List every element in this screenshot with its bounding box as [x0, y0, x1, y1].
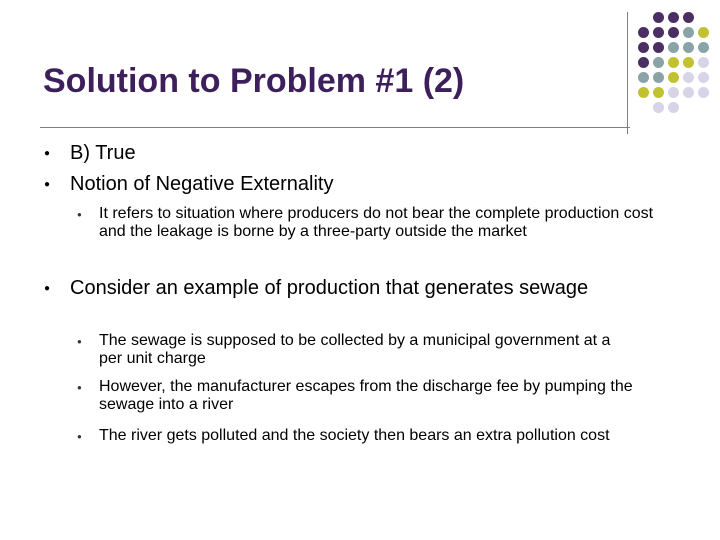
bullet-marker: ●: [77, 210, 82, 219]
sub-bullet-text: However, the manufacturer escapes from the discharge fee by pumping the sewage into a river: [99, 378, 633, 413]
sub-bullet-item: [77, 427, 677, 467]
title-divider: [40, 127, 630, 128]
bullet-marker: ●: [44, 179, 51, 190]
decor-dot: [683, 57, 694, 68]
decor-dot: [638, 72, 649, 83]
decor-dot: [668, 27, 679, 38]
bullet-item: [44, 141, 644, 167]
sub-bullet-item: [77, 332, 677, 372]
bullet-marker: ●: [44, 148, 51, 159]
decor-dot: [653, 57, 664, 68]
decor-dot: [683, 72, 694, 83]
decor-dot: [698, 87, 709, 98]
decor-dot: [653, 27, 664, 38]
bullet-marker: ●: [77, 337, 82, 346]
bullet-text: B) True: [70, 142, 136, 164]
decor-dot: [668, 87, 679, 98]
decor-dot: [668, 102, 679, 113]
sub-bullet-text: The river gets polluted and the society then bears an extra pollution cost: [99, 427, 610, 444]
decor-dot: [698, 27, 709, 38]
decor-dot: [638, 87, 649, 98]
decor-dot: [653, 72, 664, 83]
decor-dot: [698, 72, 709, 83]
decor-dot: [638, 27, 649, 38]
decor-dot: [683, 27, 694, 38]
decor-dot: [683, 12, 694, 23]
bullet-text: Notion of Negative Externality: [70, 173, 334, 195]
decor-dot: [653, 42, 664, 53]
sub-bullet-text: It refers to situation where producers do not bear the complete production cost and the leakage is borne by a three-party outside the market: [99, 205, 654, 240]
decor-dot: [668, 72, 679, 83]
decor-dot: [683, 42, 694, 53]
sub-bullet-item: [77, 378, 677, 418]
sub-bullet-item: [77, 205, 677, 265]
decor-dot: [638, 42, 649, 53]
bullet-item: [44, 276, 644, 326]
decor-dot: [668, 12, 679, 23]
decor-dot: [653, 102, 664, 113]
decor-dot: [668, 57, 679, 68]
bullet-marker: ●: [77, 383, 82, 392]
bullet-marker: ●: [77, 432, 82, 441]
decor-dot: [698, 42, 709, 53]
decor-dot: [698, 57, 709, 68]
decor-dot: [653, 87, 664, 98]
slide-title: Solution to Problem #1 (2): [43, 62, 465, 100]
decor-dot: [638, 57, 649, 68]
bullet-marker: ●: [44, 283, 51, 294]
bullet-item: [44, 172, 644, 198]
bullet-text: Consider an example of production that generates sewage: [70, 277, 589, 299]
decor-dot: [683, 87, 694, 98]
decor-vertical-line: [627, 12, 628, 134]
decor-dot: [668, 42, 679, 53]
sub-bullet-text: The sewage is supposed to be collected by a municipal government at a per unit charge: [99, 332, 611, 367]
decor-dot: [653, 12, 664, 23]
